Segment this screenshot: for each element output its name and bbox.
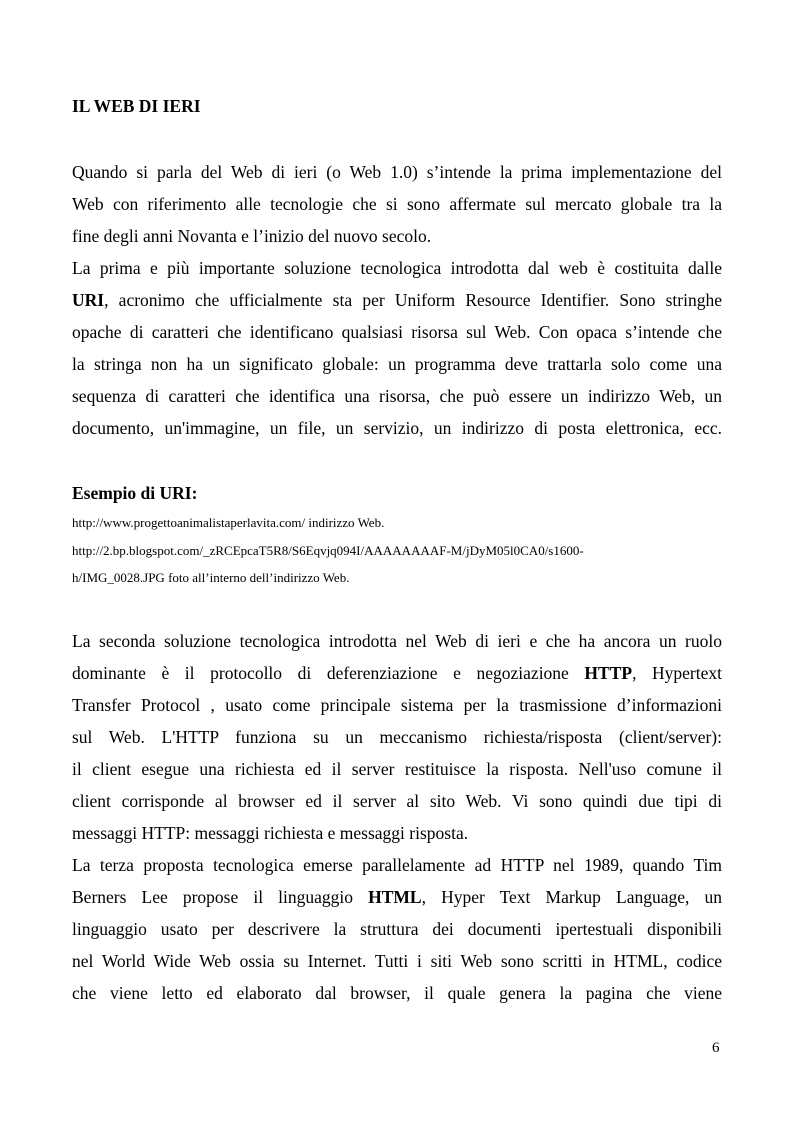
paragraph-4-line-5: che viene letto ed elaborato dal browser, il quale genera la pagina che viene	[72, 983, 722, 1003]
paragraph-3-line-2: dominante è il protocollo di deferenziazione e negoziazione HTTP, Hypertext	[72, 663, 722, 683]
paragraph-2-line-1: La prima e più importante soluzione tecnologica introdotta dal web è costituita dalle	[72, 258, 722, 278]
paragraph-4-line-2: Berners Lee propose il linguaggio HTML, Hyper Text Markup Language, un	[72, 887, 722, 907]
paragraph-1-line-2: Web con riferimento alle tecnologie che si sono affermate sul mercato globale tra la	[72, 194, 722, 214]
paragraph-4-line-4: nel World Wide Web ossia su Internet. Tutti i siti Web sono scritti in HTML, codice	[72, 951, 722, 971]
paragraph-1-line-3: fine degli anni Novanta e l’inizio del nuovo secolo.	[72, 226, 432, 246]
example-line-3: h/IMG_0028.JPG foto all’interno dell’indirizzo Web.	[72, 570, 350, 585]
http-term: HTTP	[584, 663, 633, 683]
paragraph-3-line-4: sul Web. L'HTTP funziona su un meccanismo richiesta/risposta (client/server):	[72, 727, 722, 747]
paragraph-3-line-1: La seconda soluzione tecnologica introdotta nel Web di ieri e che ha ancora un ruolo	[72, 631, 722, 651]
paragraph-3-line-3: Transfer Protocol , usato come principale sistema per la trasmissione d’informazioni	[72, 695, 722, 715]
paragraph-4-line-1: La terza proposta tecnologica emerse parallelamente ad HTTP nel 1989, quando Tim	[72, 855, 722, 875]
paragraph-2-line-5: sequenza di caratteri che identifica una risorsa, che può essere un indirizzo Web, un	[72, 386, 722, 406]
examples-heading: Esempio di URI:	[72, 483, 198, 503]
paragraph-3-line-6: client corrisponde al browser ed il server al sito Web. Vi sono quindi due tipi di	[72, 791, 722, 811]
uri-term: URI	[72, 290, 105, 310]
paragraph-2-line-2: URI, acronimo che ufficialmente sta per Uniform Resource Identifier. Sono stringhe	[72, 290, 722, 310]
paragraph-4-line-3: linguaggio usato per descrivere la struttura dei documenti ipertestuali disponibili	[72, 919, 722, 939]
page-number: 6	[712, 1040, 720, 1056]
paragraph-1-line-1: Quando si parla del Web di ieri (o Web 1.0) s’intende la prima implementazione del	[72, 162, 722, 182]
section-title: IL WEB DI IERI	[72, 96, 201, 116]
example-line-1: http://www.progettoanimalistaperlavita.com/ indirizzo Web.	[72, 515, 385, 530]
paragraph-2-line-3: opache di caratteri che identificano qualsiasi risorsa sul Web. Con opaca s’intende che	[72, 322, 722, 342]
paragraph-2-line-6: documento, un'immagine, un file, un servizio, un indirizzo di posta elettronica, ecc.	[72, 418, 722, 438]
paragraph-2-line-4: la stringa non ha un significato globale: un programma deve trattarla solo come una	[72, 354, 722, 374]
paragraph-3-line-5: il client esegue una richiesta ed il server restituisce la risposta. Nell'uso comune il	[72, 759, 722, 779]
example-line-2: http://2.bp.blogspot.com/_zRCEpcaT5R8/S6Eqvjq094I/AAAAAAAAF-M/jDyM05l0CA0/s1600-	[72, 543, 584, 558]
html-term: HTML	[368, 887, 422, 907]
paragraph-3-line-7: messaggi HTTP: messaggi richiesta e messaggi risposta.	[72, 823, 469, 843]
